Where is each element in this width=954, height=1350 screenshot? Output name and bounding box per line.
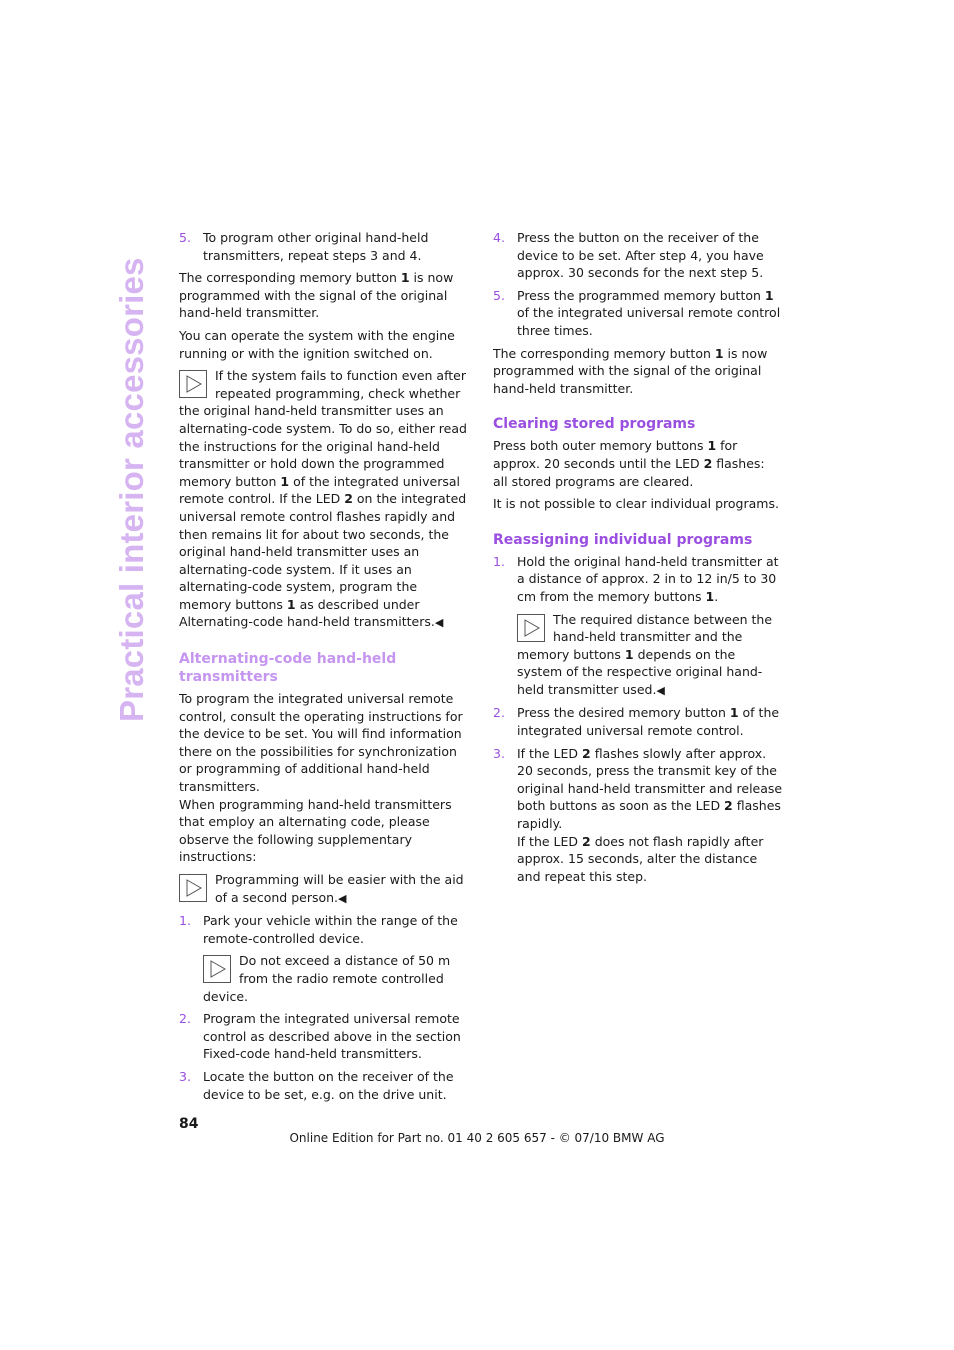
ref-number: 1 <box>705 588 715 604</box>
footer-text: Online Edition for Part no. 01 40 2 605 657 - © 07/10 BMW AG <box>289 1131 665 1145</box>
play-triangle-icon <box>179 370 207 398</box>
list-text <box>517 287 783 340</box>
ref-number: 2 <box>344 491 353 507</box>
text-run: of the integrated universal remote control three times. <box>517 305 781 338</box>
list-text: To program other original hand-held transmitters, repeat steps 3 and 4. <box>203 230 429 263</box>
text-run: flashes slowly after approx. 20 seconds, press the transmit key of the original hand-held transmitter and release both buttons as soon as the LED <box>517 745 783 814</box>
list-item <box>493 287 783 340</box>
ref-number: 2 <box>582 833 591 849</box>
text-run: of the integrated universal remote control. <box>517 705 780 739</box>
text-run: does not flash rapidly after approx. 15 seconds, alter the distance and repeat this step. <box>517 833 764 884</box>
page-number: 84 <box>179 1116 199 1132</box>
text-run: Press both outer memory buttons <box>493 438 708 454</box>
end-mark-icon: ◀ <box>434 616 444 630</box>
ref-number: 1 <box>286 596 296 612</box>
text-run: flashes: all stored programs are cleared. <box>493 455 765 489</box>
text-run: . <box>714 588 719 604</box>
list-number: 3. <box>179 1068 191 1084</box>
section-heading: Reassigning individual programs <box>493 531 753 548</box>
text-run: depends on the system of the respective original hand-held transmitter used. <box>517 646 763 697</box>
text-run: The corresponding memory button <box>493 345 715 361</box>
list-number: 1. <box>179 913 191 929</box>
end-mark-icon: ◀ <box>656 683 665 697</box>
list-text: Program the integrated universal remote control as described above in the section Fixed-code hand-held transmitters. <box>203 1011 461 1062</box>
list-text: Press the button on the receiver of the device to be set. After step 4, you have approx. 30 seconds for the next step 5. <box>517 230 764 281</box>
list-number: 2. <box>493 705 505 721</box>
paragraph: To program the integrated universal remote control, consult the operating instructions for the device to be set. You will find information there on the possibilities for synchronization or programming of additional hand-held transmitters. <box>179 691 463 795</box>
section-side-title: Practical interior accessories <box>113 257 150 722</box>
list-item <box>493 745 783 886</box>
list-item <box>493 704 783 739</box>
list-item <box>179 1068 471 1103</box>
play-triangle-icon <box>517 614 545 642</box>
end-mark-icon: ◀ <box>338 891 347 905</box>
list-item <box>179 1010 471 1063</box>
text-run: Hold the original hand-held transmitter at a distance of approx. 2 in to 12 in/5 to 30 cm from the memory buttons <box>517 553 779 604</box>
list-item <box>179 912 471 947</box>
ref-number: 1 <box>624 646 634 662</box>
paragraph: It is not possible to clear individual programs. <box>493 496 779 512</box>
text-run: If the LED <box>517 833 583 849</box>
paragraph <box>179 269 471 322</box>
list-text <box>517 745 783 886</box>
paragraph <box>493 437 783 490</box>
ref-number: 2 <box>703 455 713 471</box>
ref-number: 1 <box>400 270 410 286</box>
text-run: is now programmed with the signal of the original hand-held transmitter. <box>493 345 768 396</box>
text-run: as described under Alternating-code hand-held transmitters. <box>179 596 435 630</box>
note-box <box>203 952 471 1005</box>
paragraph: You can operate the system with the engine running or with the ignition switched on. <box>179 327 455 361</box>
ref-number: 2 <box>582 745 591 761</box>
ref-number: 1 <box>729 705 739 721</box>
list-number: 2. <box>179 1011 191 1027</box>
ref-number: 1 <box>764 287 774 303</box>
paragraph: When programming hand-held transmitters that employ an alternating code, please observe the following supplementary instructions: <box>179 796 452 865</box>
note-box <box>517 611 783 700</box>
text-run: flashes rapidly. <box>517 798 781 832</box>
text-run: Press the programmed memory button <box>517 287 765 303</box>
note-text: Do not exceed a distance of 50 m from the radio remote controlled device. <box>203 953 451 1004</box>
text-run: on the integrated universal remote control flashes rapidly and then remains lit for about two seconds, the original hand-held transmitter uses an alternating-code system. If it uses an alternating-code system, program the memory buttons <box>179 491 467 612</box>
list-number: 1. <box>493 553 505 569</box>
ref-number: 1 <box>280 473 290 489</box>
list-item <box>493 229 783 282</box>
list-item <box>493 553 783 606</box>
ref-number: 1 <box>714 345 724 361</box>
list-text <box>517 553 783 606</box>
note-box <box>179 367 471 632</box>
list-text <box>517 704 783 739</box>
text-run: for approx. 20 seconds until the LED <box>493 438 738 471</box>
text-run: The corresponding memory button <box>179 270 401 286</box>
ref-number: 2 <box>724 798 733 814</box>
section-heading: Clearing stored programs <box>493 416 696 433</box>
play-triangle-icon <box>203 955 231 983</box>
text-run: is now programmed with the signal of the original hand-held transmitter. <box>179 270 454 321</box>
list-item <box>179 229 471 264</box>
right-column <box>493 229 783 890</box>
list-number: 5. <box>493 287 505 303</box>
text-run: If the system fails to function even after repeated programming, check whether the original hand-held transmitter uses an alternating-code system. To do so, either read the instructions for the original hand-held transmitter or hold down the programmed memory button <box>179 368 467 489</box>
section-heading: Alternating-code hand-held transmitters <box>179 651 397 686</box>
list-number: 4. <box>493 230 505 245</box>
text-run: If the LED <box>517 745 583 761</box>
list-text: Locate the button on the receiver of the device to be set, e.g. on the drive unit. <box>203 1068 454 1102</box>
text-run: Press the desired memory button <box>517 705 730 721</box>
list-number: 5. <box>179 230 191 245</box>
list-text: Park your vehicle within the range of the remote-controlled device. <box>203 913 458 946</box>
text-run: of the integrated universal remote control. If the LED <box>179 473 461 507</box>
note-box <box>179 871 471 907</box>
left-column <box>179 229 471 1108</box>
text-run: Programming will be easier with the aid of a second person. <box>215 872 464 905</box>
play-triangle-icon <box>179 874 207 902</box>
text-run: The required distance between the hand-held transmitter and the memory buttons <box>517 611 773 662</box>
ref-number: 1 <box>707 438 717 454</box>
paragraph <box>493 345 783 398</box>
list-number: 3. <box>493 745 505 761</box>
